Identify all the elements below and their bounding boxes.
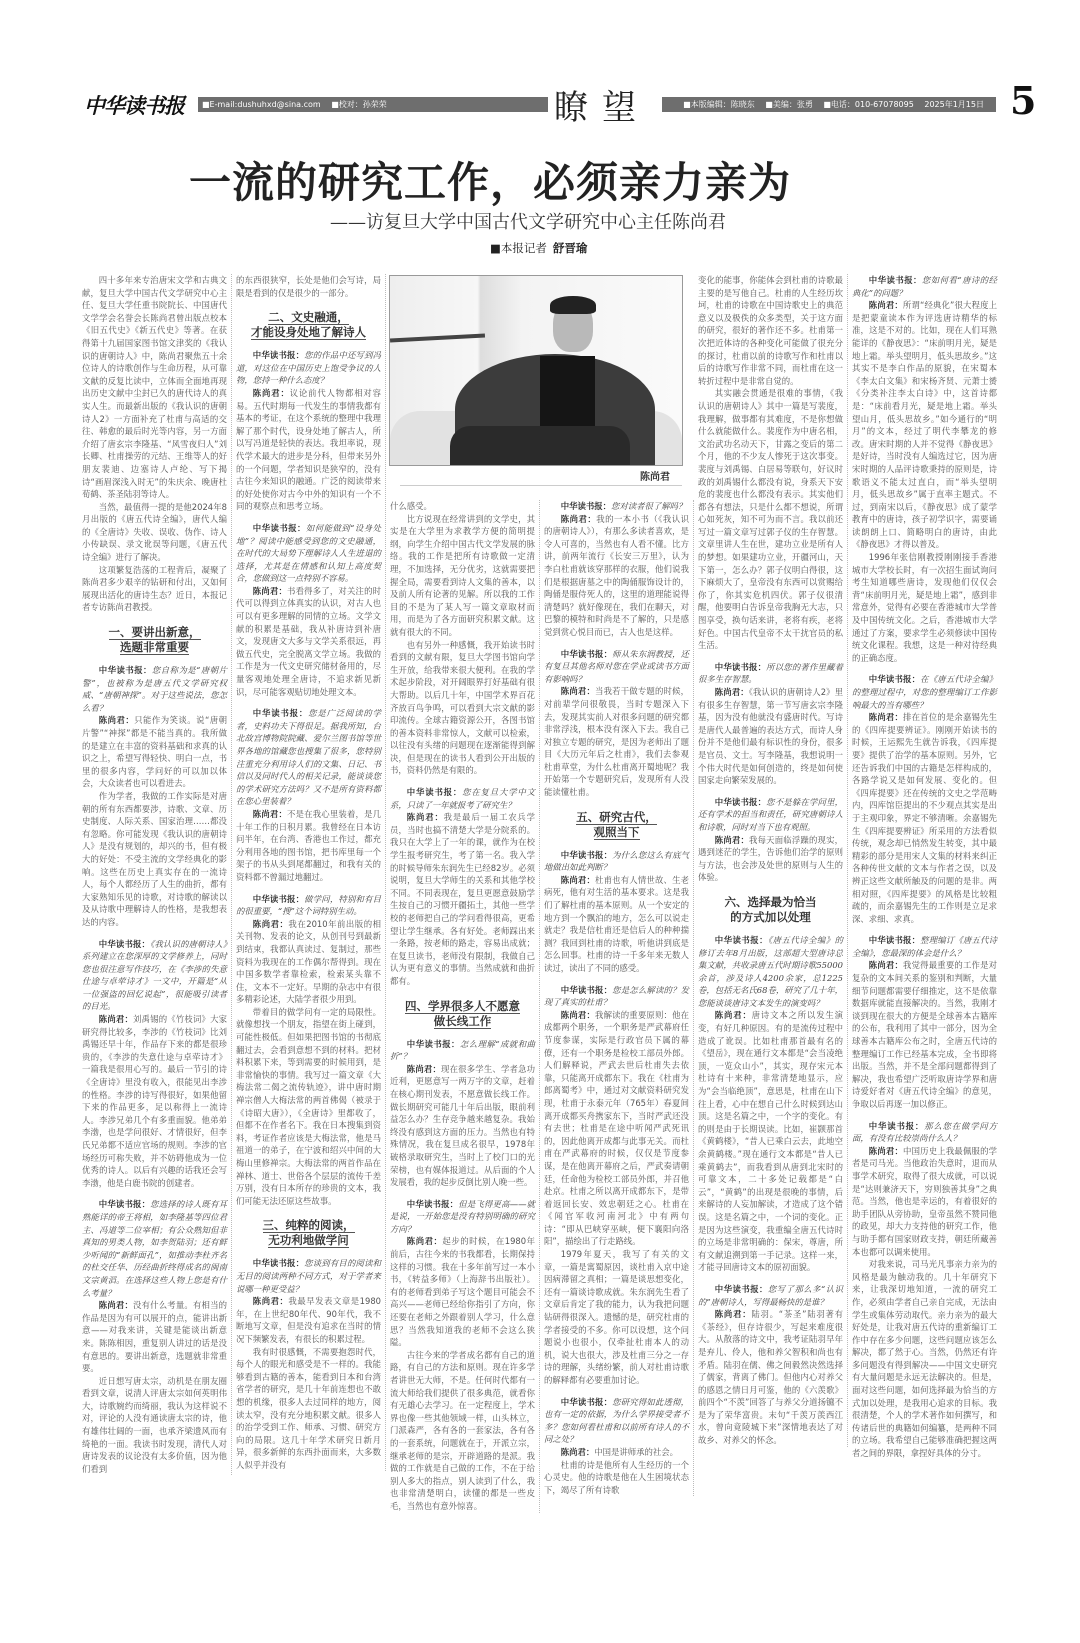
- interviewer-question: [82, 938, 227, 1014]
- text-column-5: [698, 274, 848, 1447]
- interviewee-answer: [698, 834, 843, 884]
- phone: ■电话：010-67078095: [823, 100, 914, 109]
- interviewee-answer: [852, 299, 997, 551]
- question-text: 在《唐五代诗全编》的整理过程中，对您的整理编订工作影响最大的当有哪些？: [852, 674, 998, 710]
- photo-divider: [400, 485, 682, 486]
- interviewee-answer: [82, 714, 227, 790]
- body-paragraph: 近日想写唐太宗，动机是在朋友圈看到文章，说清人评唐太宗如何英明伟大，诗歌婉约而绮丽，我认为这样说不对，评论的人没有通读唐太宗的诗，他有雄伟壮阔的一面，也承齐梁遗风而有绮艳的一面。我读书时发现，清代人对唐诗发表的议论没有太多价值，因为他们看到: [82, 1375, 227, 1474]
- interviewee-answer: [236, 585, 381, 698]
- designer: ■美编：张勇: [765, 100, 813, 109]
- interviewee-answer: [236, 387, 381, 513]
- byline: [490, 240, 587, 256]
- question-text: 做学问，特别和有目的很重要，“搜”这个词特别生动。: [236, 893, 382, 917]
- interviewer-question: [236, 893, 381, 918]
- section-heading-line: 一、要讲出新意，: [108, 625, 201, 640]
- interviewee-label: 陈尚君：: [252, 1296, 289, 1307]
- section-heading-line: 五、研究古代，: [576, 809, 657, 824]
- interviewee-label: 陈尚君：: [98, 1300, 134, 1311]
- interviewee-label: 陈尚君：: [714, 1010, 752, 1021]
- interviewee-answer: [544, 685, 689, 798]
- question-text: 但是飞得更高——就是说，一开始您是没有特别明确的研究方向？: [390, 1198, 536, 1234]
- section-heading: [544, 810, 689, 840]
- answer-text: 我的一本小书（《我认识的唐朝诗人》），有那么多读者喜欢，是令人可喜的，当然也有人看不懂。比方讲，前两年流行《长安三万里》，认为李白杜甫就该穿那样的衣服，他们说我们是根据唐墓之中的陶俑服饰设计的，陶俑是服侍死人的，这里的道理能说得清楚吗？就好像现在，我们在聊天，对巴黎的模特和时尚是不了解的，只是感觉到赏心悦目而已，古人也是这样。: [544, 513, 689, 637]
- interviewee-answer: [390, 1063, 535, 1189]
- question-text: 为什么您这么有底气地做出如此判断？: [544, 849, 690, 873]
- question-text: 所以您的著作里藏着很多生存智慧。: [698, 661, 844, 685]
- interviewee-answer: [82, 1299, 227, 1375]
- body-paragraph: 对我来说，司马光凡事亲力亲为的风格是最为触动我的。几十年研究下来，让我深切地知道，一流的研究工作，必须由学者自己亲自完成，无法由学生或集体劳动取代。亲力亲为的最大好处是，让我对唐五代诗的重新编订工作中存在多少问题，这些问题应该怎么解决，都了然于心。当然，仍然还有许多问题没有得到解决——中国文史研究有大量问题是永远无法解决的。但是，面对这些问题，如何选择最为恰当的方式加以处理，是我用心追求的目标。我很清楚，个人的学术著作如何撰写，和传诸后世的典籍如何编纂，是两种不同的立场。我希望自己能够准确把握这两者之间的界限，拿捏好具体的分寸。: [852, 1259, 997, 1459]
- body-paragraph: 杜甫的诗是他所有人生经历的一个心灵史。他的诗歌是他在人生困境状态下，竭尽了所有诗歌: [544, 1459, 689, 1495]
- interviewer-question: [852, 274, 997, 299]
- question-text: 您谈到有目的阅读和无目的阅读两种不同方式，对于学者来说哪一种更受益？: [236, 1258, 382, 1294]
- interviewer-label: 中华读书报：: [252, 1258, 305, 1269]
- answer-text: 起步的时候，在1980年前后，古往今来的书我都看，长期保持这样的习惯。我在十多年前写过一本小书，《转益多师》（上海辞书出版社）。有的老师看到弟子写这个题目可能会不高兴——老师已经给你指引了方向，你还要在老师之外跟着别人学习，什么意思？当然我知道我的老师不会这么狭隘。: [390, 1236, 535, 1348]
- interviewee-answer: [390, 1235, 535, 1348]
- interviewer-question: [236, 349, 381, 387]
- interviewer-question: [236, 522, 381, 585]
- section-heading-line: 才能设身处地了解诗人: [251, 325, 366, 340]
- interviewee-answer: [852, 959, 997, 1110]
- interviewer-question: [544, 648, 689, 686]
- section-heading-line: 三、纯粹的阅读，: [262, 1218, 355, 1233]
- answer-text: 排在首位的是余嘉锡先生的《四库提要辨证》。刚刚开始读书的时候，王运熙先生就告诉我，《四库提要》提供了治学的基本原则。另外，它还告诉我们中国的古籍是怎样构成的，各路学说又是如何发展、变化的。但《四库提要》还在传统的文史之学范畴内，四库馆臣提出的不少观点其实是出于主观印象，界定不够清晰。余嘉锡先生《四库提要辨证》所采用的方法看似传统，观念却已悄然发生转变，其中最精彩的部分是用宋人文集的材料来纠正各种传世文献的文本与作者之误，以及辨正这些文献所触及的问题的是非。两相对照，《四库提要》的风格是比较粗疏的，而余嘉锡先生的工作则是立足求深、求细、求真。: [852, 712, 998, 924]
- interviewer-label: 中华读书报：: [406, 1198, 459, 1209]
- section-heading: [236, 310, 381, 340]
- interviewer-question: [698, 1283, 843, 1308]
- section-heading-line: 选题非常重要: [120, 640, 189, 655]
- interviewee-label: 陈尚君：: [560, 686, 596, 697]
- interviewer-question: [390, 786, 535, 811]
- interviewer-question: [236, 707, 381, 808]
- answer-text: 我是最后一届工农兵学员，当时也搞不清楚大学是分院系的。我只在大学上了一年的课，就作为在校学生报考研究生，考了第一名。我入学的时候导师朱东润先生已经82岁。必须说明，复旦大学师生的关系和其他学校不同。不同表现在，复旦更愿意鼓励学生按自己的习惯开疆拓土，其他一些学校的老师把自己的学问看得很高，更希望让学生继承。各有好处。老师踩出来一条路，按老师的路走，容易出成就；在复旦读书，老师没有限制，我做自己认为更有意义的事情。当然成就和曲折都有。: [390, 812, 536, 986]
- question-text: 您是怎么解读的？发现了真实的杜甫？: [544, 984, 690, 1008]
- interviewee-answer: [544, 1446, 689, 1459]
- text-column-1: [82, 274, 232, 1475]
- answer-text: 我每天面临浮躁的现实，遇到迷茫的学生，告诉他们治学的原则与方法，也会涉及处世的原则与人生的体验。: [698, 834, 844, 883]
- interviewer-question: [852, 1120, 997, 1145]
- question-text: 那么您在做学问方面，有没有比较崇尚什么人？: [852, 1120, 998, 1144]
- interviewer-label: 中华读书报：: [714, 1283, 768, 1294]
- interviewer-label: 中华读书报：: [98, 1199, 151, 1210]
- question-text: 《唐五代诗全编》的修订去年8月出版，这部超大型唐诗总集文献，共收录唐五代时期诗歌55000余首，涉及诗人4200余家，总1225卷，包括无名氏68卷，研究了几十年，您能谈谈唐诗文本发生的演变吗？: [698, 934, 843, 1008]
- interviewee-answer: [236, 918, 381, 1006]
- answer-text: 中国历史上我最佩服的学者是司马光。当他政治失意时，退而从事学术研究，取得了很大成就，可以说是“达则兼济天下，穷则独善其身”之典范。当然，他也是幸运的，有着很好的助手团队从旁协助，皇帝虽然不赞同他的政见，却大力支持他的研究工作，他与助手都有国家财政支持，朝廷所藏善本也都可以调来使用。: [852, 1145, 998, 1257]
- question-text: 师从朱东润教授，还有复旦其他名师对您在学业或读书方面有影响吗？: [544, 648, 690, 684]
- interviewee-answer: [544, 1009, 689, 1248]
- interviewer-label: 中华读书报：: [252, 893, 305, 904]
- interviewee-label: 陈尚君：: [714, 834, 750, 845]
- body-paragraph: 1979年夏天，我写了有关的文章，一篇是寓蜀原因，谈杜甫入京中途因病滞留之真相；一篇是谈思想变化，还有一篇谈诗歌成就。朱东润先生看了文章后肯定了我的能力，认为我把问题钻研得很深入。遗憾的是，研究杜甫的学者接受的不多。你可以设想，这个问题说小也很小，仅牵扯杜甫本人的动机，说大也很大，涉及杜甫三分之一存诗的理解，头绪纷繁，前人对杜甫诗歌的解释都有必要重加讨论。: [544, 1249, 689, 1385]
- answer-text: 当我若干做专题的时候，对前辈学问很敬畏，当时专题深入下去，发现其实前人对很多问题的研究都非常浮浅，根本没有深入下去。我自己对独立专题的研究，是因为老师出了题目《大历元年后之杜甫》，我们去参观杜甫草堂，为什么杜甫离开蜀地呢？我开始第一个专题研究后，发现所有人没能读懂杜甫。: [544, 686, 690, 798]
- section-heading-line: 二、文史融通，: [268, 310, 349, 325]
- interviewer-question: [544, 1396, 689, 1446]
- body-paragraph: 也有另外一种感慨，我开始读书时看到的文献有限，复旦大学图书馆向学生开放，给我带来很大便利。在我的学术起步阶段，对开阔眼界打好基础有很大帮助。以后几十年，中国学术界百花齐放百鸟争鸣，可以看到大宗文献的影印流传。全球古籍资源公开，各图书馆的善本资料非常惊人，文献可以检索，以往没有头绪的问题现在逐渐能得到解决，但是现在的读书人看到公开出版的书，资料仍然是有限的。: [390, 639, 535, 776]
- answer-text: 现在很多学生、学者急功近利，更愿意写一两万字的文章，赶着在核心期刊发表，不愿意做长线工作。做长期研究可能几十年后出版，眼前利益怎么办？生存竞争越来越复杂。我始终没有感到这方面的压力。当然也有特殊情况，我在复旦成名很早，1978年破格录取研究生，当时上了校门口的光荣榜，也有媒体报道过。从后面的个人发展看，我的起步反倒比别人晚一些。: [390, 1063, 536, 1188]
- body-paragraph: 带着目的做学问有一定的局限性。就像想找一个朋友，指望在街上碰到，可能性极低。但如果把图书馆的书彻底翻过去，会看到意想不到的材料。把材料积累下来，等到需要的时候用到，是非常愉快的事情。我写过一篇文章《大梅法常二偈之流传轨迹》，讲中唐时期禅宗僧人大梅法常的两首佛偈（被录于《诗昭大唐》），《全唐诗》里都收了，但都不在作者名下。我在日本搜集到资料，考证作者应该是大梅法常，他是马祖道一的弟子，在宁波和绍兴中间的大梅山里修禅宗。大梅法常的两首作品在禅林、道士、世俗各个层层的流传千差万别，没有日本所存的珍贵的文本，我们可能无法还原这些故事。: [236, 1006, 381, 1206]
- question-text: 您写了那么多“认识的”唐朝诗人，写得最畅快的是谁？: [698, 1283, 843, 1307]
- interviewer-label: 中华读书报：: [560, 501, 612, 511]
- interviewee-answer: [236, 1295, 381, 1345]
- body-paragraph: 变化的能事，你能体会到杜甫的诗歌最主要的是写他自己。杜甫的人生经历坎坷，杜甫的诗歌在中国诗歌史上的典范意义以及极佚的众多类型，关于这方面的研究，很好的著作还不多。杜甫第一次把近体诗的各种变化可能做了很充分的探讨，杜甫以前的诗歌写作和杜甫以后的诗歌写作非常不同，而杜甫在这一转折过程中是非常自觉的。: [698, 275, 843, 386]
- interviewee-answer: [698, 686, 843, 787]
- interviewer-question: [698, 661, 843, 686]
- interviewee-label: 陈尚君：: [560, 874, 596, 885]
- interviewee-label: 陈尚君：: [406, 812, 444, 823]
- newspaper-logo: 中华读书报: [84, 93, 184, 118]
- issue-date: 2025年1月15日: [924, 100, 984, 109]
- answer-text: 我在2010年前出版的相关刊物、发表的论文，从创刊号到最新到结束，我都认真读过、复制过，那些资料为我现在的工作偶尔帮得到。现在中国多数学者靠检索，检索某头靠不住，文本不一定好。早期的杂志中有很多精彩论述，大陆学者很少用到。: [236, 918, 381, 1005]
- page-number: 5: [1010, 78, 1037, 123]
- interviewee-label: 陈尚君：: [252, 808, 288, 819]
- question-text: 您的作品中还写到冯道，对这位在中国历史上饱受争议的人物，您持一种什么态度？: [236, 350, 382, 386]
- question-text: 您研究得如此透彻，也有一定的依据，为什么学界接受者不多？您如何看杜甫和以前所有诗人的不同之处？: [544, 1396, 690, 1445]
- body-paragraph: 四十多年来专治唐宋文学和古典文献，复旦大学中国古代文学研究中心主任、复旦大学任重书院院长、中国唐代文学学会名誉会长陈尚君曾出版点校本《旧五代史》《新五代史》等著。在获得第十九届国家图书馆文津奖的《我认识的唐朝诗人》中，陈尚君聚焦五十余位诗人的诗歌创作与生命历程，从可靠文献的反复比读中，立体而全面地再现出历史文献中尘封已久的唐代诗人的真实人生。而最新出版的《我认识的唐朝诗人2》一方面补充了杜甫与高适的交往、韩愈的最后时光等内容，另一方面介绍了唐玄宗李隆基、“风雪夜归人”刘长卿、杜甫操劳的元结、王维等人的好朋友裴迪、边塞诗人卢纶、写下揭诗“画眉深浅入时无”的朱庆余、晚唐杜荀鹤、茶圣陆羽等诗人。: [82, 275, 227, 500]
- interviewer-label: 中华读书报：: [406, 787, 463, 798]
- interviewee-answer: [544, 874, 689, 975]
- body-paragraph: 作为学者，我做的工作实际是对唐朝的所有东西都要涉，诗歌、文章、历史制度、人际关系、国家治理……都没有忽略。你可能发现《我认识的唐朝诗人》是没有规划的，却兴的书，但有极大的好处：不受主流的文学经典化的影响。这些在历史上真实存在的一流诗人，每个人都经历了人生的曲折，都有大家熟知乐见的诗歌，对诗歌的解读以及从诗歌中理解诗人的性格，是我想表达的内容。: [82, 790, 227, 927]
- editor: ■本版编辑：陈晓东: [683, 100, 755, 109]
- interviewer-label: 中华读书报：: [406, 1038, 460, 1049]
- text-column-4: [544, 500, 694, 1496]
- interviewee-label: 陈尚君：: [406, 1063, 442, 1074]
- interviewer-question: [236, 1257, 381, 1295]
- interviewee-answer: [852, 1145, 997, 1258]
- interviewer-label: 中华读书报：: [98, 665, 152, 676]
- text-column-6: [852, 274, 997, 1460]
- section-heading: [698, 895, 843, 925]
- section-heading: [390, 999, 535, 1029]
- text-column-3: [390, 500, 540, 1513]
- section-heading-line: 四、学界很多人不愿意: [405, 998, 520, 1013]
- interviewee-label: 陈尚君：: [868, 960, 904, 971]
- interviewer-label: 中华读书报：: [252, 350, 305, 361]
- interviewee-label: 陈尚君：: [252, 918, 289, 929]
- interviewee-answer: [698, 1308, 843, 1447]
- interviewee-label: 陈尚君：: [98, 715, 135, 726]
- interviewer-question: [544, 849, 689, 874]
- section-heading-line: 无功利地做学问: [268, 1233, 349, 1248]
- proofreader: ■校对：孙荣荣: [331, 100, 387, 109]
- interviewee-label: 陈尚君：: [714, 687, 749, 697]
- interviewer-question: [82, 664, 227, 714]
- interviewer-question: [390, 1198, 535, 1236]
- interviewee-label: 陈尚君：: [406, 1236, 443, 1247]
- interviewer-question: [852, 934, 997, 959]
- question-text: 怎么理解“成就和曲折”？: [390, 1038, 535, 1062]
- answer-text: 只能作为笑谈。说“唐朝片警”“神探”都是不能当真的。我所做的是建立在丰富的资料基础和求真的认识之上，希望写得轻快、明白一点，书里的很多内容，学问好的可以加以体会，大众读者也可以看进去。: [82, 715, 227, 789]
- question-text: 如何能做到“设身处地”？阅读中能感受到您的文史融通，在时代的大局势下理解诗人人生进退的选择，尤其是在情感和认知上高度契合，您做到这一点特别不容易。: [236, 522, 381, 584]
- question-text: 您对读者很了解吗？: [611, 501, 687, 511]
- answer-text: 中国是讲师承的社会。: [594, 1446, 679, 1457]
- interviewer-question: [544, 984, 689, 1009]
- interviewee-label: 陈尚君：: [560, 1446, 595, 1457]
- interviewer-label: 中华读书报：: [560, 648, 613, 659]
- interviewer-question: [852, 673, 997, 711]
- interviewee-answer: [698, 1009, 843, 1273]
- interviewer-label: 中华读书报：: [560, 849, 613, 860]
- interviewer-label: 中华读书报：: [868, 275, 922, 285]
- interviewer-question: [82, 1198, 227, 1299]
- interviewer-question: [390, 1038, 535, 1063]
- question-text: 您在复旦大学中文系，只读了一年就报考了研究生？: [390, 787, 536, 810]
- interviewee-label: 陈尚君：: [868, 1145, 904, 1156]
- body-paragraph: 什么感受。: [390, 501, 432, 511]
- answer-text: 不是在我心里装着，是几十年工作的日积月累。我曾经在日本访问半年，在台湾、香港也工作过，都充分利用各地的图书馆，把书库里每一个架子的书从头到尾都翻过，和我有关的资料都不曾漏过地翻过。: [236, 808, 382, 882]
- section-heading: [82, 625, 227, 655]
- interviewee-answer: [390, 811, 535, 987]
- interviewer-question: [698, 796, 843, 834]
- interviewee-label: 陈尚君：: [252, 387, 290, 398]
- interviewer-label: 中华读书报：: [714, 796, 767, 807]
- question-text: 《我认识的唐朝诗人》系列建立在您深厚的文学修养上，同时您也很注意写作技巧，在《李涉的失意仕途与卓荦诗才》一文中，开篇是“从一位强盗的回忆说起”，很能吸引读者的目光。: [82, 938, 228, 1012]
- interviewee-label: 陈尚君：: [868, 712, 904, 723]
- masthead-info-left: [198, 97, 548, 112]
- interviewer-question: [544, 500, 689, 513]
- email: ■E-mail:dushuhxd@sina.com: [202, 100, 321, 109]
- masthead-info-right: [662, 97, 996, 112]
- question-text: 您是广泛阅读的学者，史料功夫下得很足。据我所知，台北故宫博物院院藏、爱尔兰图书馆等世界各地的馆藏您也搜集了很多，您特别注重充分利用诗人们的文集、日记、书信以及同时代人的相关记录，能谈谈您的学术研究方法吗？又不是所有资料都在您心里装着？: [236, 708, 382, 807]
- interviewee-label: 陈尚君：: [252, 585, 288, 596]
- body-paragraph: 这项繁复浩荡的工程背后，凝聚了陈尚君多少艰辛的钻研和付出，又如何展现出活化的唐诗生态？近日，本报记者专访陈尚君教授。: [82, 564, 227, 613]
- byline-label: ■本报记者: [490, 241, 547, 255]
- question-text: 整理编订《唐五代诗全编》，您最深的体会是什么？: [852, 935, 998, 958]
- answer-text: 刘禹锡的《竹枝词》大家研究得比较多，李涉的《竹枝词》比刘禹锡还早十年，作品存下来的都是很珍贵的，《李涉的失意仕途与卓荦诗才》一篇我是很用心写的。最后一节引的诗《全唐诗》里没有收入，很能见出李涉的性格。李涉的诗写得很好，如果他留下来的作品更多，足以称得上一流诗人。李涉兄弟几个有多重面貌。他弟弟李渤，也是学问很好、才情很好，但李氏兄弟都不适应官场的规则。李涉的官场经历可称失败，并不妨碍他成为一位优秀的诗人。以后有兴趣的话我还会写李渤，他是白鹿书院的创建者。: [82, 1014, 228, 1188]
- body-paragraph: 其实融会贯通是很难的事情，《我认识的唐朝诗人》其中一篇是写裴度，我理解，做事都有其难度，不是你想做什么就能做什么。裴度作为中唐名相，文治武功名动天下，甘露之变后的第二个月，他的不少友人惨死于这次事变。裴度与刘禹锡、白居易等联句，好议时政的刘禹锡什么都没有说，身系天下安危的裴度也什么都没有表示。其实他们都各有想法，只是什么都不想说，所谓心如死灰，知不可为而不言。我以前还写过一篇文章写过郭子仪的生存智慧。文章里讲人生在世，建功立业是所有人的梦想。如果建功立业，开疆河山，天下第一，怎么办？郭子仪明白得很，这下麻烦大了，皇帝没有东西可以赏赐给你了，你其实危机四伏。郭子仪很清醒，他要明白告诉皇帝我胸无大志，只图享受，换句话来讲，老将有疾，老将好色。中国古代皇帝不太干扰官员的私生活。: [698, 388, 843, 651]
- interviewee-label: 陈尚君：: [560, 513, 597, 524]
- interviewee-label: 陈尚君：: [560, 1009, 596, 1020]
- byline-author: 舒晋瑜: [552, 241, 588, 255]
- article-title: 一流的研究工作，必须亲力亲为: [188, 158, 791, 207]
- answer-text: 我最早发表文章是1980年，在上世纪80年代、90年代，我不断地写文章，但是没有追求在当时的情况下频繁发表，有很长的积累过程。: [236, 1296, 381, 1344]
- interviewer-label: 中华读书报：: [98, 938, 151, 949]
- answer-text: 《我认识的唐朝诗人2》里有很多生存智慧，第一节写唐玄宗李隆基，因为没有他就没有盛唐时代。写诗是唐代人最普遍的表达方式，而诗人身份并不是他们最有标识性的身份，很多是官员、文士。写李隆基，我想说明一个伟大时代是如何创造的，终是如何使国家走向繁荣发展的。: [698, 687, 843, 786]
- photo-caption: 陈尚君: [640, 472, 670, 483]
- interviewer-label: 中华读书报：: [868, 1120, 925, 1131]
- answer-text: 我觉得最重要的工作是对复杂的文本间关系的鉴别和判断，大量细节问题都需要仔细推定，这不是依靠数据库就能直接解决的。当然，我刚才谈到现在很大的方便是全球善本古籍库的公布，我利用了其中一部分，因为全球善本古籍库公布之时，全唐五代诗的整理编订工作已经基本完成，全书即将出版。当然，并不是全部问题都得到了解决，我也希望广泛听取唐诗学界和唐诗爱好者对《唐五代诗全编》的意见，争取以后再逐一加以修正。: [852, 960, 998, 1109]
- interviewee-label: 陈尚君：: [714, 1309, 752, 1320]
- interviewer-label: 中华读书报：: [714, 934, 768, 945]
- question-text: 您不是躲在学问里，还有学术的担当和责任，研究唐朝诗人和诗歌，同时对当下也有观照。: [698, 796, 844, 832]
- interviewer-label: 中华读书报：: [252, 708, 309, 719]
- answer-text: 没有什么考量。有相当的作品是因为有可以展开的点，能讲出新意——对我来讲，关键是能谈出新意来。陈陈相因，重复别人讲过的话是没有意思的。要讲出新意，选题就非常重要。: [82, 1300, 228, 1374]
- interviewee-answer: [544, 513, 689, 639]
- section-heading: [236, 1218, 381, 1248]
- section-heading-line: 做长线工作: [433, 1013, 492, 1028]
- body-paragraph: 当然，最值得一提的是他2024年8月出版的《唐五代诗全编》，唐代人编的《全唐诗》失收、误收、伪作、诗人小传缺误、录文讹误等问题，《唐五代诗全编》进行了解决。: [82, 501, 227, 563]
- interviewer-label: 中华读书报：: [714, 661, 767, 672]
- text-column-2: [236, 274, 386, 1471]
- body-paragraph: 的东西很狭窄，长处是他们会写诗，局限是看到的仅是很少的一部分。: [236, 275, 381, 298]
- question-text: 您选择的诗人既有耳熟能详的帝王将相，如李隆基等四位君主、冯道等二位宰相；有公众熟知但非真知的男类人物，如李贺陆羽；还有鲜少听闻的“新鲜面孔”，如推动李杜齐名的杜交任华、历经曲折终得成名的闽南文宗黄滔。在选择这些人物上您是有什么考量？: [82, 1199, 228, 1298]
- question-text: 您自称为是“唐朝片警”，也被称为是唐五代文学研究权威、“唐朝神探”。对于这些说法，您怎么看？: [82, 665, 227, 713]
- section-heading-line: 六、选择最为恰当: [724, 894, 817, 909]
- interviewer-label: 中华读书报：: [868, 935, 921, 946]
- body-paragraph: 比方说现在经常讲到的文学史，其实是在大学里为求教学方便的简明提纲，向学生介绍中国古代文学发展的脉络。我的工作是把所有诗歌做一定清理，不加选择，无分优劣，这就需要把握全局，需要看到诗人文集的善本，以及前人所有论著的见解。所以我的工作目的不是为了某人写一篇文章取材而用，而是为了各方面研究积累文献。这就有很大的不同。: [390, 513, 535, 637]
- interviewer-label: 中华读书报：: [252, 522, 306, 533]
- answer-text: 议论前代人物都相对容易。五代时期每一代发生的事情我都有基本的考证，在这个系统的整理中我理解了那个时代，设身处地了解古人，所以写冯道是轻快的表达。我坦率说，现代学术最大的进步是分科，但带来另外的一个问题，学者知识是狭窄的，没有古往今来知识的融通。广泛的阅读带来的好处使你对古今中外的知识有一个不同的观察点和思考立场。: [236, 387, 382, 512]
- body-paragraph: 古往今来的学者成名都有自己的道路，有自己的方法和原则。现在许多学者讲世无大师，不是。任何时代都有一流大师给我们提供了很多典范，就看你有无雄心去学习。在一定程度上，学术界也像一些其他领域一样，山头林立，门派森严，各有各的一套家法，各有各的一套系统，问题就在于，开派立宗，继承老师的是宗，开辟道路的是派。我做的工作就是自己做的工作，不在于给别人多大的指点，别人读到了什么，我也非常清楚明白，读懂的都是一些皮毛，当然也有意外惊喜。: [390, 1349, 535, 1511]
- section-name: 瞭望: [554, 88, 650, 128]
- interviewer-label: 中华读书报：: [560, 1396, 613, 1407]
- body-paragraph: 我有时很感慨，不需要抱怨时代，每个人的眼光和感受是不一样的。我能够看到古籍的善本，能看到日本和台湾省学者的研究，是几十年前连想也不敢想的机缘，很多人去过同样的地方，阅读太窄，没有充分地积累文献。很多人的治学受到工作、师承、习惯、研究方向的局限。这几十年学术研究日新月异，很多新鲜的东西扑面而来，大多数人似乎并没有: [236, 1346, 381, 1470]
- answer-text: 书看得多了，对关注的时代可以得到立体真实的认识，对古人也可以有更多理解的同情的立场。文学文献的积累是基础，我从补唐诗到补唐文，发现唐文大多与文学关系很远，再做五代史，完全脱离文学立场。我做的工作是为一代文史研究储材备用的，尽量客观地处理全唐诗，不追求新见新识，尽可能客观贴切地处理文本。: [236, 585, 382, 697]
- interviewer-label: 中华读书报：: [868, 674, 921, 685]
- answer-text: 我解读的重要原则：他在成都两个职务，一个职务是严武幕府任节度参谋，实际是行政官员下属的幕僚，还有一个职务是检校工部员外郎。人们解释说，严武去世后杜甫失去依靠，只能离开成都东下。我在《杜甫为郎离蜀考》中，通过对文献资料研究发现，杜甫于永泰元年（765年）春夏间离开成都买舟携家东下，当时严武还没有去世；杜甫是在途中听闻严武死讯的，因此他离开成都与此事无关。而杜甫在严武幕府的时候，仅仅是节度参谋，是在他离开幕府之后，严武奏请朝廷，任命他为检校工部员外郎，并召他赴京。杜甫之所以离开成都东下，是带着返回长安、效忠朝廷之心。杜甫在《闻官军收河南河北》中有两句诗：“即从巴峡穿巫峡，便下襄阳向洛阳”，描绘出了行走路线。: [544, 1009, 690, 1247]
- interviewer-label: 中华读书报：: [560, 984, 613, 995]
- interviewee-label: 陈尚君：: [868, 300, 903, 311]
- answer-text: 唐诗文本之所以发生演变，有好几种原因。有的是流传过程中造成了讹误。比如杜甫那首最有名的《望岳》，现在通行文本都是“会当凌绝顶，一览众山小”，其实，现存宋元本杜诗有十来种，非常清楚地显示，应为“会当临绝顶”，意思是，杜甫在山下往上看，心中在想自己什么时候到达山顶。这是名篇之中，一个字的变化。有的则是由于长期误读。比如，崔颢那首《黄鹤楼》，“昔人已乘白云去，此地空余黄鹤楼。”现在通行文本都是“昔人已乘黄鹤去”，而我看到从唐到北宋时的可靠文本，二十多处记载都是“白云”，“黄鹤”的出现是很晚的事情，后来解诗的人妄加解读，才造成了这个错误。这是名篇之中，一个词的变化。正是因为这些演变，我重编全唐五代诗时的立场是非常明确的：保宋，尊唐，所有文献追溯到第一手记录。这样一来，才能寻回唐诗文本的原初面貌。: [698, 1010, 844, 1273]
- question-text: 您如何看“唐诗的经典化”的问题？: [852, 275, 997, 298]
- answer-text: 杜甫也有人情世故、生老病死，他有对生活的基本要求。这是我们了解杜甫的基本原则。从一个安定的地方到一个飘泊的地方，怎么可以说走就走？我是信杜甫还是信后人的种种揣测？我回到杜甫的诗歌，听他讲到底是怎么回事。杜甫的诗一千多年来无数人读过，读出了不同的感受。: [544, 874, 690, 973]
- interviewee-label: 陈尚君：: [98, 1014, 134, 1025]
- interviewer-question: [698, 934, 843, 1010]
- portrait-photo: [389, 275, 683, 466]
- interviewee-answer: [852, 711, 997, 925]
- section-heading-line: 的方式加以处理: [730, 909, 811, 924]
- interviewee-answer: [236, 808, 381, 884]
- body-paragraph: 1996年张信刚教授刚刚接手香港城市大学校长时，有一次招生面试询问考生知道哪些唐诗，发现他们仅仅会背“床前明月光，疑是地上霜”，感到非常意外，觉得有必要在香港城市大学普及中国传统文化。之后，香港城市大学通过了方案，要求学生必须修读中国传统文化课程。我想，这是一种对待经典的正确态度。: [852, 552, 997, 663]
- article-subtitle: ——访复旦大学中国古代文学研究中心主任陈尚君: [330, 212, 726, 233]
- section-heading-line: 观照当下: [593, 824, 640, 839]
- answer-text: 陆羽。“茶圣”陆羽著有《茶经》，但存诗很少，写起来难度很大。从散落的诗文中，我考证陆羽早年是弃儿、伶人，他和养父智积和尚也有矛盾。陆羽在儒、佛之间毅然决然选择了儒家，背离了佛门。但他内心对养父的感恩之情日月可鉴，他的《六羡歌》前四个“不羡”回答了与养父分道扬镳不是为了荣华富贵。末句“千羡万羡西江水，曾向竟陵城下来”深情地表达了对故乡、对养父的怀念。: [698, 1309, 843, 1446]
- masthead: [84, 78, 1044, 130]
- interviewee-answer: [82, 1013, 227, 1189]
- answer-text: 所谓“经典化”很大程度上是把蒙童读本作为评选唐诗精华的标准，这是不对的。比如，现在人们耳熟能详的《静夜思》：“床前明月光，疑是地上霜。举头望明月，低头思故乡。”这其实不是李白作品的原貌，在宋蜀本《李太白文集》和宋杨齐贤、元萧士赟《分类补注李太白诗》中，这首诗都是：“床前看月光，疑是地上霜。举头望山月，低头思故乡。”如今通行的“明月”的文本，经过了明代李攀龙的修改。唐宋时期的人并不觉得《静夜思》是好诗，当时没有人编选过它，因为唐宋时期的人品评诗歌秉持的原则是，诗歌语义不能太过直白，而“举头望明月，低头思故乡”属于直率主题式。不过，到南宋以后，《静夜思》成了蒙学教育中的唐诗，孩子初学识字，需要诵读朗朗上口、简略明白的唐诗，由此《静夜思》才得以普及。: [852, 300, 997, 550]
